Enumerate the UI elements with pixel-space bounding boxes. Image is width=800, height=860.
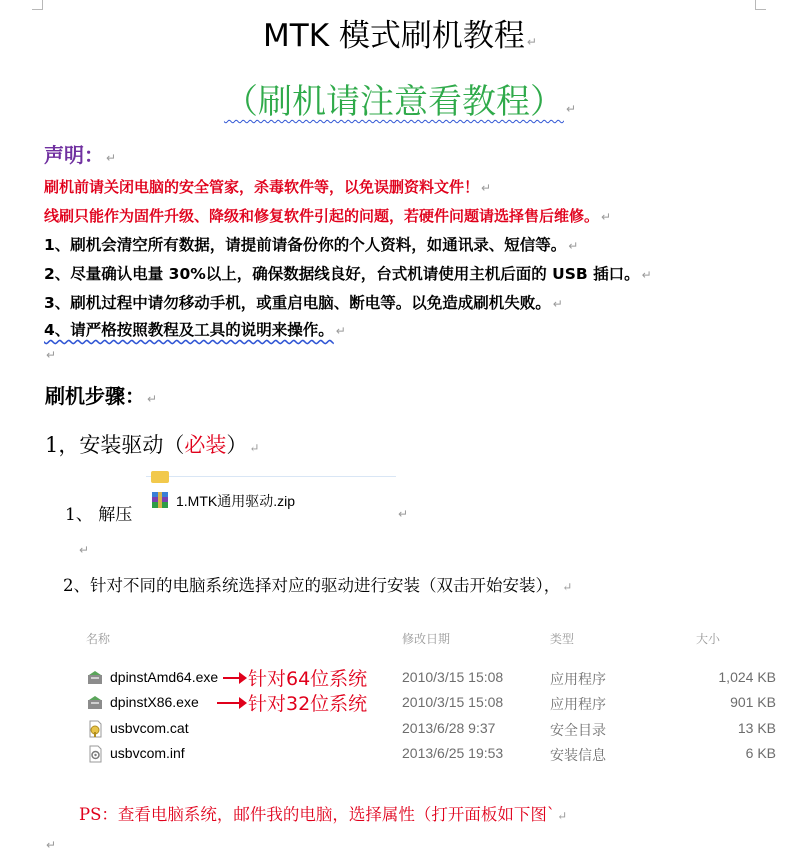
file-date: 2010/3/15 15:08 — [402, 669, 504, 685]
required-label: 必装 — [184, 433, 227, 457]
driver-file-list-screenshot — [84, 630, 784, 770]
document-subtitle: （刷机请注意看教程） ↵ — [223, 82, 577, 122]
substep-2-install-by-system: 2、针对不同的电脑系统选择对应的驱动进行安装（双击开始安装）， ↵ — [63, 576, 573, 595]
file-name: dpinstX86.exe — [110, 694, 199, 710]
file-date: 2010/3/15 15:08 — [402, 694, 504, 710]
setup-info-icon — [86, 745, 104, 763]
column-header-date: 修改日期 — [402, 632, 451, 646]
declaration-item-4: 4、请严格按照教程及工具的说明来操作。 ↵ — [44, 321, 346, 339]
declaration-heading: 声明： ↵ — [44, 143, 117, 167]
zip-file-name: 1.MTK通用驱动.zip — [176, 493, 296, 509]
document-title: MTK 模式刷机教程 ↵ — [263, 18, 537, 54]
column-header-name: 名称 — [86, 632, 111, 646]
folder-icon — [151, 471, 169, 483]
column-header-type: 类型 — [550, 632, 575, 646]
empty-paragraph: ↵ — [79, 543, 90, 557]
installer-icon — [86, 694, 104, 712]
file-row — [84, 691, 784, 715]
file-type: 安全目录 — [550, 722, 606, 738]
warning-line-2: 线刷只能作为固件升级、降级和修复软件引起的问题，若硬件问题请选择售后维修。 ↵ — [44, 207, 612, 225]
empty-paragraph: ↵ — [46, 838, 57, 852]
security-catalog-icon — [86, 720, 104, 738]
file-date: 2013/6/28 9:37 — [402, 720, 496, 736]
file-date: 2013/6/25 19:53 — [402, 745, 504, 761]
file-row — [84, 666, 784, 690]
file-size: 1,024 KB — [718, 669, 776, 685]
steps-heading: 刷机步骤： ↵ — [45, 384, 158, 408]
declaration-item-3: 3、刷机过程中请勿移动手机，或重启电脑、断电等。以免造成刷机失败。 ↵ — [44, 294, 563, 312]
file-size: 6 KB — [745, 745, 776, 761]
warning-line-1: 刷机前请关闭电脑的安全管家，杀毒软件等，以免误删资料文件！ ↵ — [44, 178, 492, 196]
file-row — [84, 717, 784, 741]
step-1-install-driver: 1，安装驱动（必装） ↵ — [45, 433, 260, 457]
file-type: 安装信息 — [550, 747, 606, 763]
declaration-item-2: 2、尽量确认电量 30%以上，确保数据线良好，台式机请使用主机后面的 USB 插口。 ↵ — [44, 265, 652, 283]
installer-icon — [86, 669, 104, 687]
empty-paragraph: ↵ — [46, 348, 57, 362]
red-arrow-icon — [223, 677, 241, 679]
file-note: 针对32位系统 — [248, 693, 368, 715]
file-row — [84, 742, 784, 766]
zip-file-screenshot: 1.MTK通用驱动.zip ↵ — [146, 476, 396, 523]
file-type: 应用程序 — [550, 696, 606, 712]
file-name: usbvcom.cat — [110, 720, 189, 736]
crop-mark-top-right — [755, 0, 766, 10]
zip-archive-icon — [151, 491, 169, 509]
file-note: 针对64位系统 — [248, 668, 368, 690]
file-type: 应用程序 — [550, 671, 606, 687]
red-arrow-icon — [217, 702, 241, 704]
column-header-size: 大小 — [696, 632, 721, 646]
file-name: dpinstAmd64.exe — [110, 669, 219, 685]
file-name: usbvcom.inf — [110, 745, 185, 761]
ps-note: PS：查看电脑系统，邮件我的电脑，选择属性（打开面板如下图` ↵ — [79, 805, 568, 824]
crop-mark-top-left — [32, 0, 43, 10]
substep-1-extract: 1、 解压 — [65, 505, 133, 525]
declaration-item-1: 1、刷机会清空所有数据，请提前请备份你的个人资料，如通讯录、短信等。 ↵ — [44, 236, 579, 254]
file-size: 901 KB — [730, 694, 776, 710]
file-size: 13 KB — [737, 720, 776, 736]
